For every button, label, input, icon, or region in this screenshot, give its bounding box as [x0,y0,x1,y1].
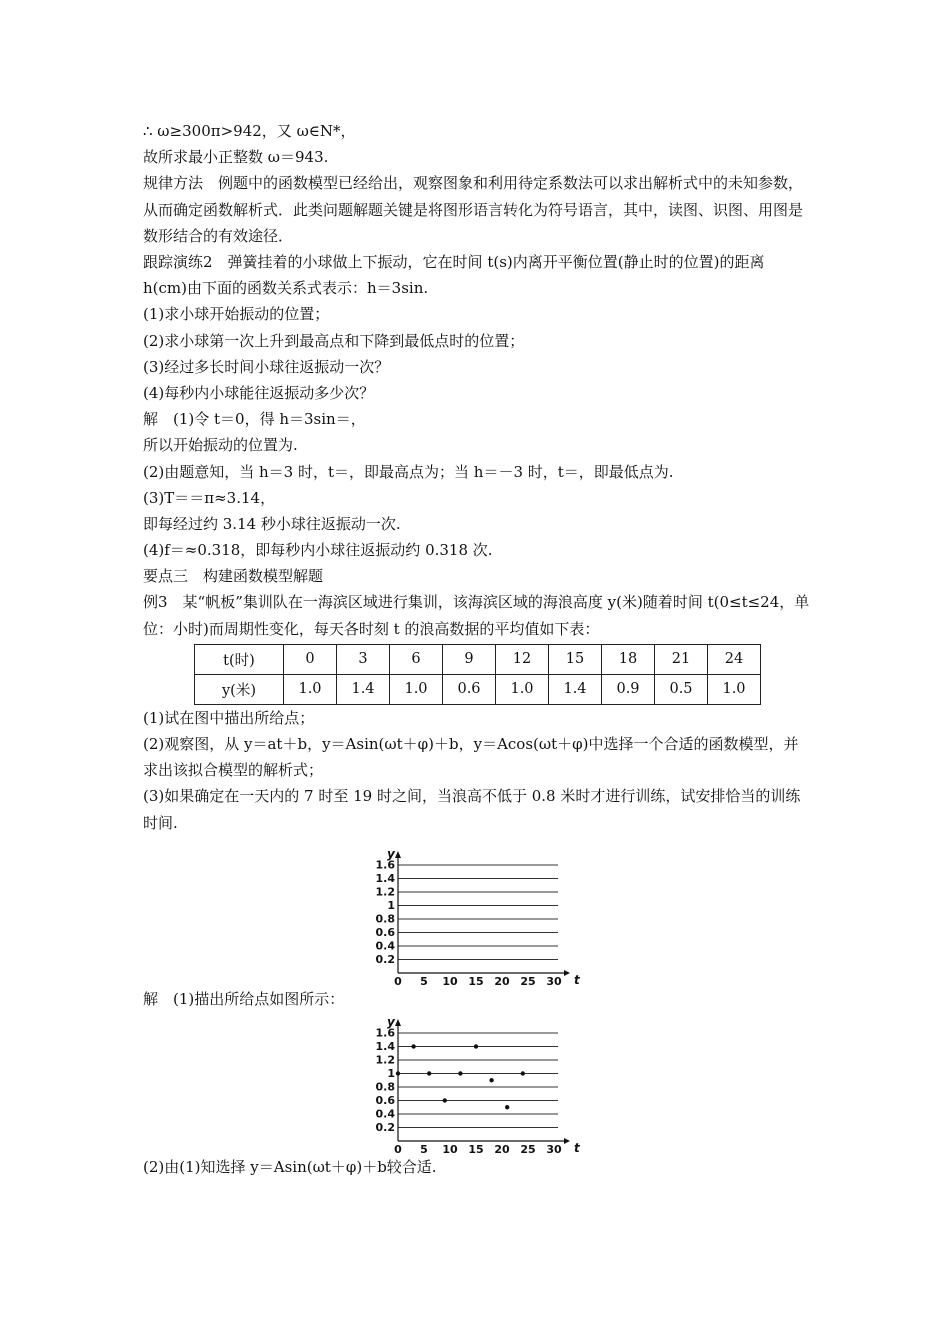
x-axis-arrow [564,1138,570,1144]
y-tick-label: 1.6 [375,858,395,872]
x-tick-label: 10 [442,1143,458,1157]
method-paragraph: 规律方法 例题中的函数模型已经给出，观察图象和利用待定系数法可以求出解析式中的未知参数，从而确定函数解析式．此类问题解题关键是将图形语言转化为符号语言，其中，读图、识图、用图是数形结合的有效途径． [143,174,804,245]
table-cell: 0.9 [602,674,655,704]
table-row-header: t(时) [195,644,284,674]
x-tick-label: 0 [394,1143,402,1157]
data-point [505,1105,509,1109]
y-tick-label: 1.2 [375,885,395,899]
table-cell: 3 [337,644,390,674]
table-cell: 21 [655,644,708,674]
y-axis-label: y [387,1015,395,1030]
scatter-chart [365,1014,580,1157]
empty-chart [365,846,580,988]
table-cell: 0.5 [655,674,708,704]
x-tick-label: 30 [546,974,562,988]
data-point [458,1071,462,1075]
table-cell: 1.0 [708,674,761,704]
text-line: 所以开始振动的位置为. [143,436,298,455]
table-cell: 24 [708,644,761,674]
x-tick-label: 25 [520,974,536,988]
text-line: (4)f＝≈0.318，即每秒内小球往返振动约 0.318 次. [143,541,493,560]
y-tick-label: 1.4 [375,871,395,885]
table-cell: 1.0 [284,674,337,704]
y-axis-arrow [395,851,401,858]
table-cell: 1.0 [496,674,549,704]
data-table-wrapper [194,644,813,705]
data-point [521,1071,525,1075]
question-1: (1)试在图中描出所给点； [143,708,315,727]
table-cell: 9 [443,644,496,674]
question-3: (3)如果确定在一天内的 7 时至 19 时之间，当浪高不低于 0.8 米时才进行训练，试安排恰当的训练时间. [143,787,801,832]
text-line: (2)求小球第一次上升到最高点和下降到最低点时的位置； [143,331,525,350]
x-tick-label: 5 [420,974,428,988]
y-tick-label: 0.6 [375,1094,395,1108]
y-axis-arrow [395,1019,401,1026]
data-point [411,1044,415,1048]
y-tick-label: 0.2 [375,1121,395,1135]
y-tick-label: 0.8 [375,1080,395,1094]
example-paragraph: 例3 某“帆板”集训队在一海滨区域进行集训，该海滨区域的海浪高度 y(米)随着时间 t(0≤t≤24，单位：小时)而周期性变化，每天各时刻 t 的浪高数据的平均值如下表： [143,593,810,638]
y-tick-label: 0.2 [375,952,395,966]
y-tick-label: 0.4 [375,939,395,953]
table-cell: 18 [602,644,655,674]
y-tick-label: 0.8 [375,912,395,926]
data-point [427,1071,431,1075]
y-tick-label: 0.4 [375,1107,395,1121]
y-tick-label: 1 [387,1067,395,1081]
x-axis-arrow [564,970,570,976]
table-row [195,674,761,704]
y-tick-label: 1.6 [375,1026,395,1040]
x-axis-label: t [574,972,580,987]
data-point [443,1098,447,1102]
table-cell: 15 [549,644,602,674]
text-line: ∴ ω≥300π>942，又 ω∈N*， [143,122,356,140]
x-tick-label: 15 [468,1143,484,1157]
table-row [195,644,761,674]
table-cell: 0.6 [443,674,496,704]
y-tick-label: 1.4 [375,1040,395,1054]
y-axis-label: y [387,846,395,861]
table-row-header: y(米) [195,674,284,704]
y-tick-label: 1.2 [375,1053,395,1067]
table-cell: 1.0 [390,674,443,704]
document-page [143,118,813,1180]
x-tick-label: 10 [442,974,458,988]
section-heading: 要点三 构建函数模型解题 [143,567,324,586]
x-tick-label: 15 [468,974,484,988]
text-line: (2)由题意知，当 h＝3 时，t＝，即最高点为；当 h＝－3 时，t＝，即最低点为. [143,462,674,481]
text-line: (1)求小球开始振动的位置； [143,305,330,324]
text-line: (3)经过多长时间小球往返振动一次？ [143,357,390,376]
data-point [489,1078,493,1082]
data-table [194,644,761,705]
x-tick-label: 30 [546,1143,562,1157]
data-point [474,1044,478,1048]
table-cell: 0 [284,644,337,674]
x-tick-label: 20 [494,974,510,988]
x-tick-label: 0 [394,974,402,988]
text-line: (4)每秒内小球能往返振动多少次？ [143,383,375,402]
answer-line: 解 (1)描出所给点如图所示： [143,989,345,1008]
x-axis-label: t [574,1141,580,1156]
text-line: 解 (1)令 t＝0，得 h＝3sin＝， [143,410,366,429]
text-line: 即每经过约 3.14 秒小球往返振动一次. [143,514,401,533]
data-point [396,1071,400,1075]
practice-paragraph: 跟踪演练2 弹簧挂着的小球做上下振动，它在时间 t(s)内离开平衡位置(静止时的位置)的距离 h(cm)由下面的函数关系式表示：h＝3sin. [143,252,765,298]
x-tick-label: 25 [520,1143,536,1157]
table-cell: 1.4 [337,674,390,704]
y-tick-label: 0.6 [375,925,395,939]
x-tick-label: 20 [494,1143,510,1157]
table-cell: 1.4 [549,674,602,704]
empty-chart-figure [365,846,813,986]
scatter-chart-figure [365,1014,813,1157]
y-tick-label: 1 [387,898,395,912]
text-line: 故所求最小正整数 ω＝943. [143,148,329,167]
text-line: (3)T＝＝π≈3.14， [143,488,276,507]
table-cell: 6 [390,644,443,674]
x-tick-label: 5 [420,1143,428,1157]
table-cell: 12 [496,644,549,674]
final-line: (2)由(1)知选择 y＝Asin(ωt＋φ)＋b较合适. [143,1158,437,1177]
question-2: (2)观察图，从 y＝at＋b，y＝Asin(ωt＋φ)＋b，y＝Acos(ωt＋φ)中选择一个合适的函数模型，并求出该拟合模型的解析式； [143,735,799,780]
